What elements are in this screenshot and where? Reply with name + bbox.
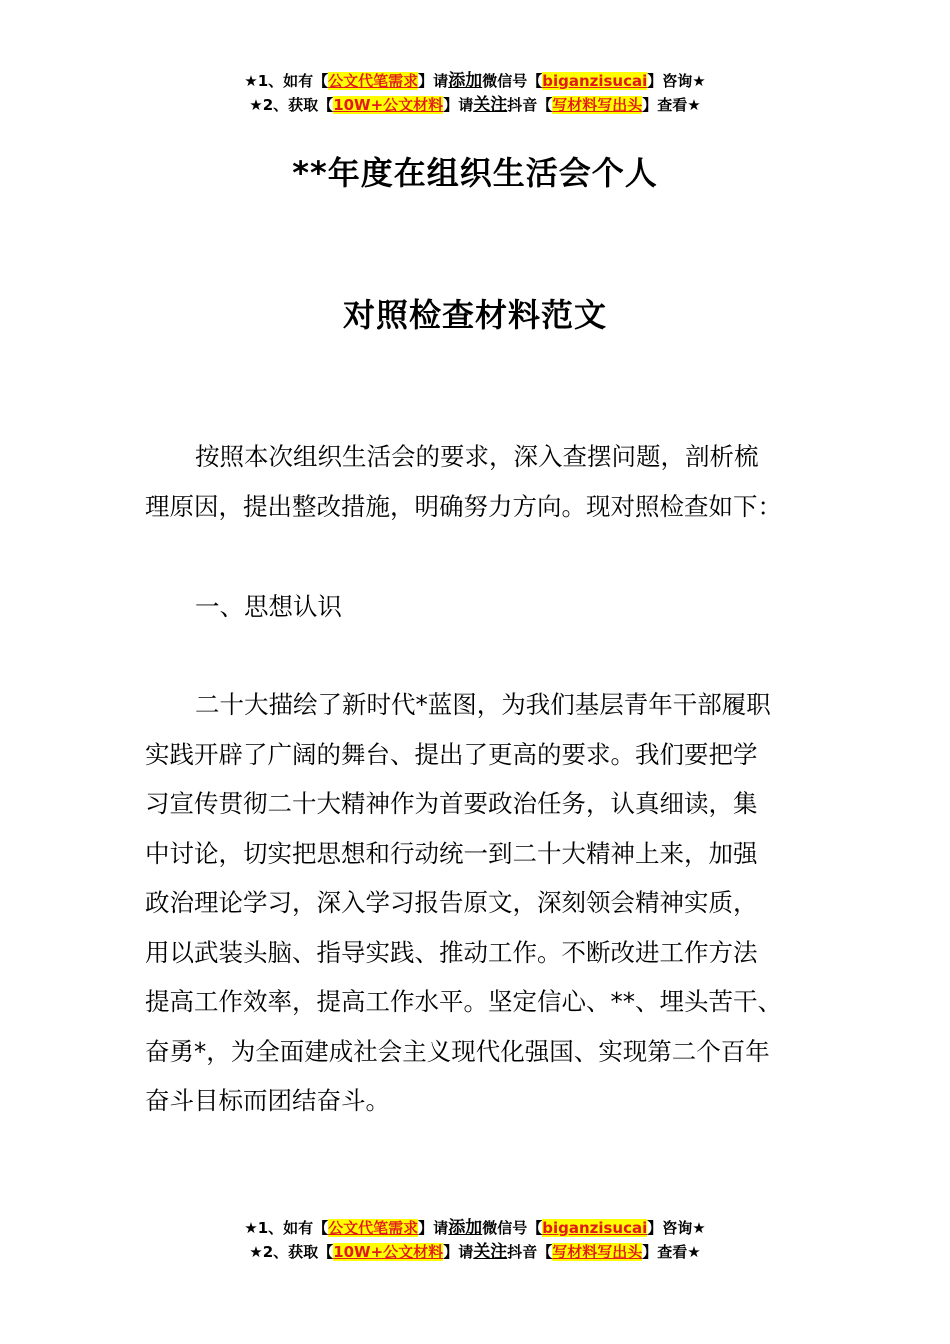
banner-text: 】请 [418, 72, 449, 90]
banner-text: 】咨询★ [647, 72, 706, 90]
banner-text: 微信号【 [482, 72, 543, 90]
banner-text: 抖音【 [507, 96, 553, 114]
banner-text: ★1、如有【 [244, 72, 329, 90]
banner-text: 】请 [418, 1219, 449, 1237]
paragraph-line: 提高工作效率，提高工作水平。坚定信心、**、埋头苦干、 [145, 987, 782, 1016]
banner-text: 】请 [443, 1243, 474, 1261]
banner-text: ★2、获取【 [249, 96, 334, 114]
paragraph-line: 奋勇*，为全面建成社会主义现代化强国、实现第二个百年 [145, 1036, 770, 1066]
highlight-materials: 10W+公文材料 [333, 96, 444, 114]
paragraph-line: 中讨论，切实把思想和行动统一到二十大精神上来，加强 [145, 838, 758, 868]
banner-text: 】咨询★ [647, 1219, 706, 1237]
banner-text: ★2、获取【 [249, 1243, 334, 1261]
paragraph-line: 奋斗目标而团结奋斗。 [145, 1086, 390, 1115]
document-title-line-2: 对照检查材料范文 [342, 296, 607, 334]
banner-line-1 [0, 69, 950, 93]
banner-line-2 [0, 93, 950, 117]
banner-emphasis: 关注 [473, 95, 508, 115]
paragraph-line: 政治理论学习，深入学习报告原文，深刻领会精神实质， [145, 888, 758, 917]
highlight-wechat-id: biganzisucai [542, 72, 648, 90]
highlight-materials: 10W+公文材料 [333, 1243, 444, 1261]
banner-text: 】查看★ [642, 1243, 701, 1261]
banner-text: 微信号【 [482, 1219, 543, 1237]
intro-line: 理原因，提出整改措施，明确努力方向。现对照检查如下： [145, 491, 782, 521]
paragraph-line: 用以武装头脑、指导实践、推动工作。不断改进工作方法 [145, 937, 758, 967]
banner-text: 抖音【 [507, 1243, 553, 1261]
document-title-line-1: **年度在组织生活会个人 [292, 154, 658, 192]
highlight-douyin: 写材料写出头 [552, 96, 643, 114]
intro-line: 按照本次组织生活会的要求，深入查摆问题，剖析梳 [195, 442, 759, 471]
highlight-service: 公文代笔需求 [328, 1219, 419, 1237]
banner-line-2 [0, 1240, 950, 1264]
highlight-douyin: 写材料写出头 [552, 1243, 643, 1261]
intro-paragraph [145, 432, 845, 531]
highlight-wechat-id: biganzisucai [542, 1219, 648, 1237]
body-paragraph [145, 680, 845, 1126]
banner-text: 】请 [443, 96, 474, 114]
highlight-service: 公文代笔需求 [328, 72, 419, 90]
top-ad-banner [0, 69, 950, 117]
section-heading [145, 582, 845, 632]
banner-emphasis: 添加 [448, 1218, 483, 1238]
paragraph-line: 实践开辟了广阔的舞台、提出了更高的要求。我们要把学 [145, 739, 758, 769]
bottom-ad-banner [0, 1216, 950, 1264]
paragraph-line: 习宣传贯彻二十大精神作为首要政治任务，认真细读，集 [145, 789, 758, 818]
banner-text: ★1、如有【 [244, 1219, 329, 1237]
banner-emphasis: 关注 [473, 1242, 508, 1262]
section-heading-text: 一、思想认识 [195, 592, 342, 621]
paragraph-line: 二十大描绘了新时代*蓝图，为我们基层青年干部履职 [195, 690, 771, 719]
banner-emphasis: 添加 [448, 71, 483, 91]
banner-text: 】查看★ [642, 96, 701, 114]
banner-line-1 [0, 1216, 950, 1240]
